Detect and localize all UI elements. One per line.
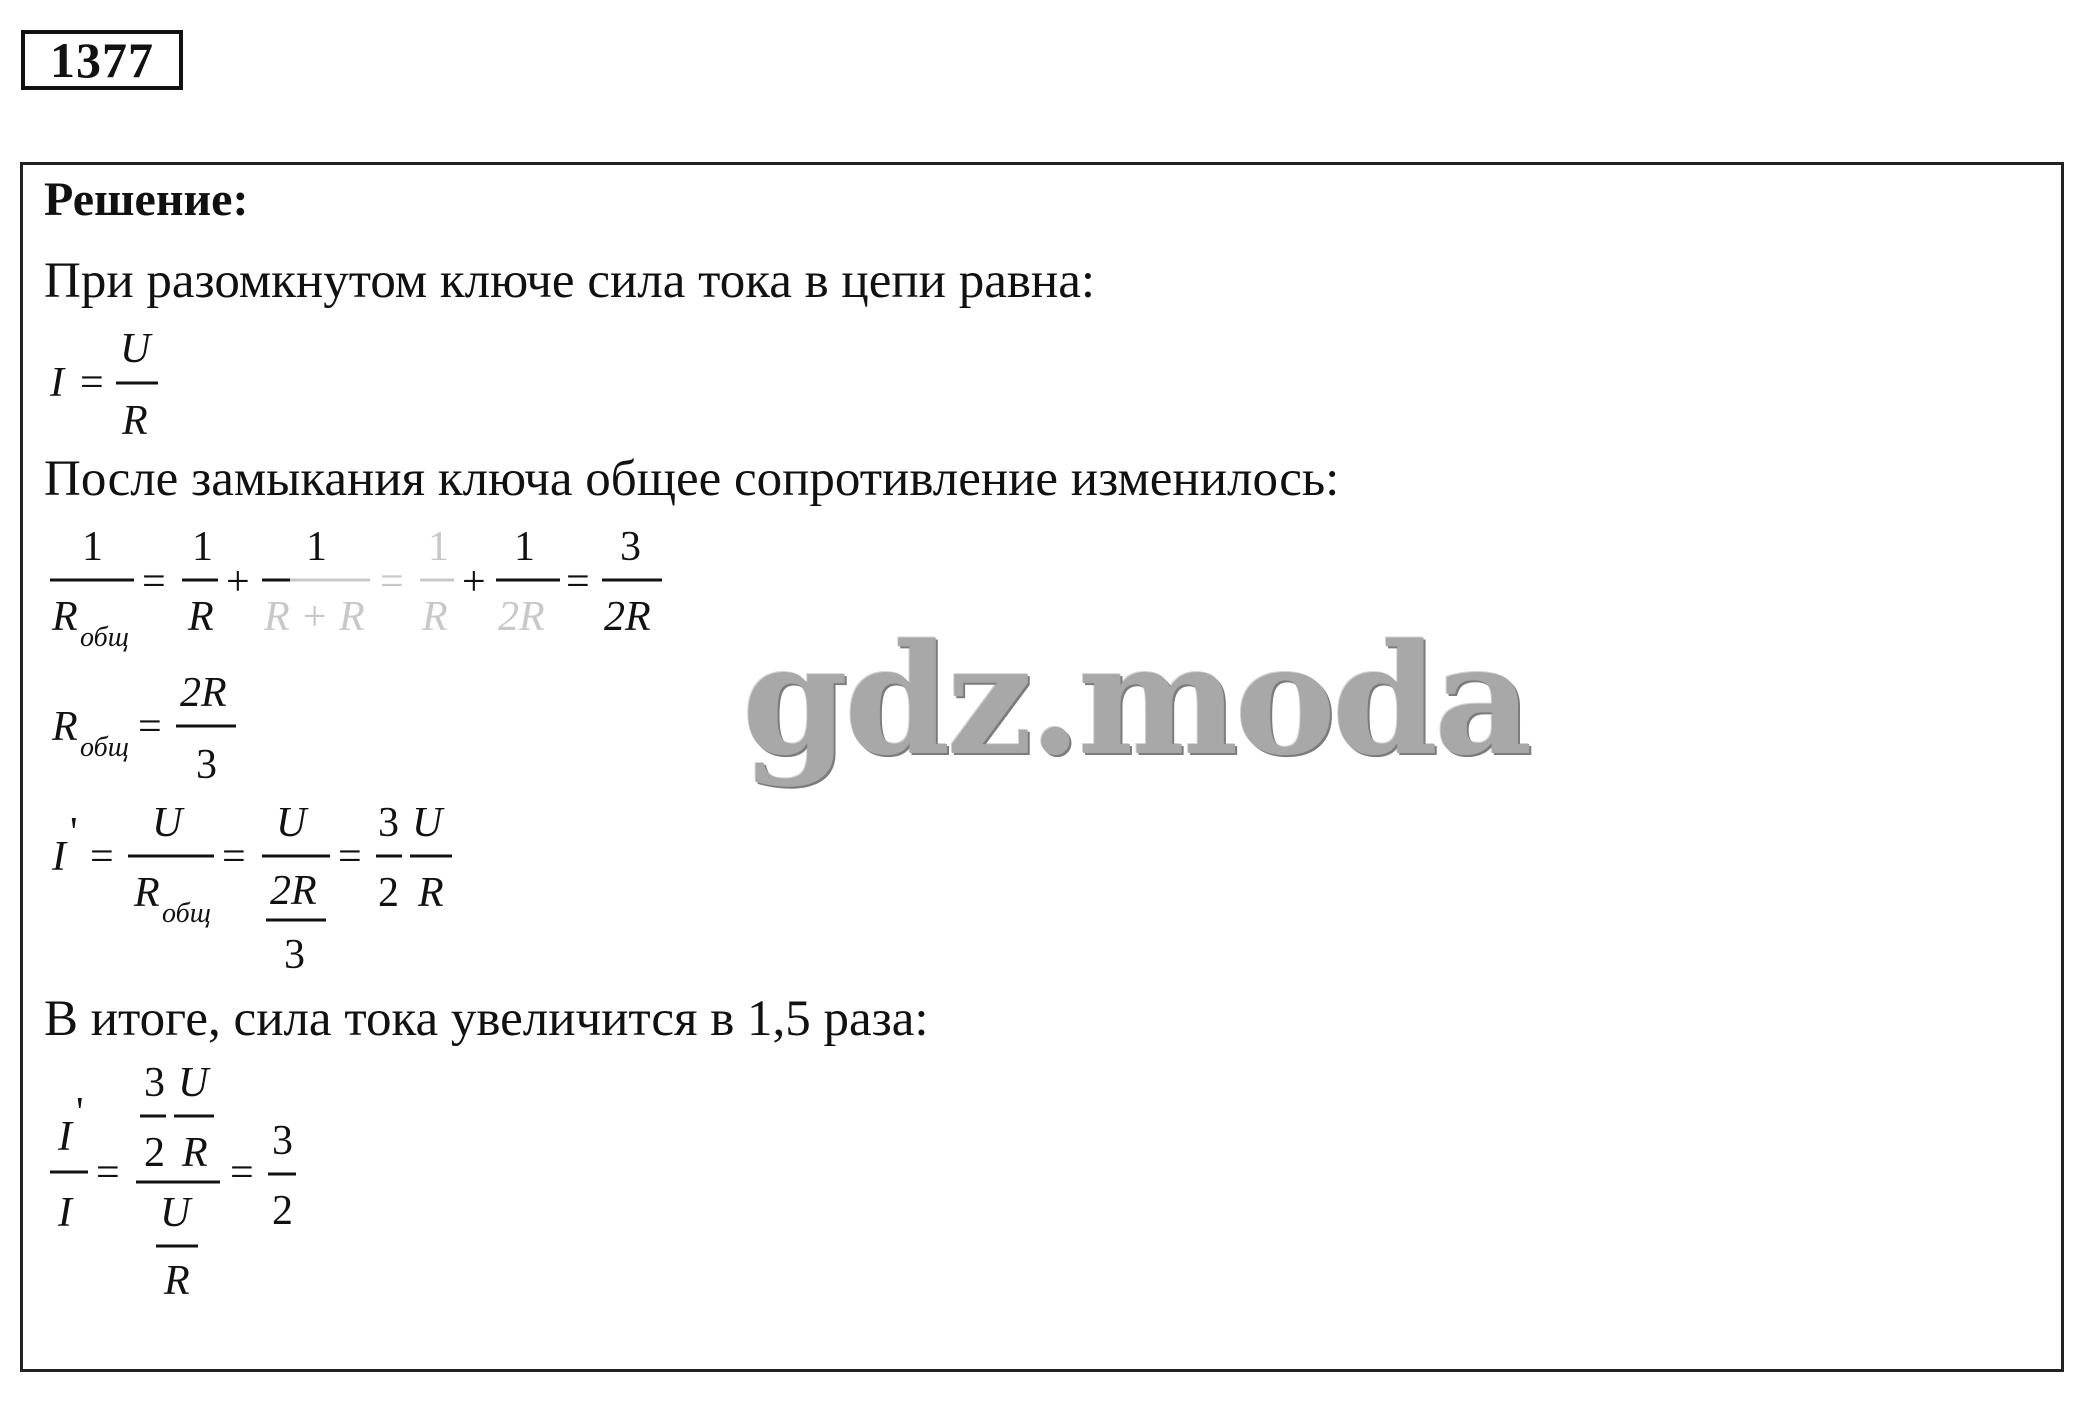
sym-2: 2 xyxy=(378,870,399,916)
sym-prime: ' xyxy=(76,1090,84,1136)
sym-R: R xyxy=(52,704,78,750)
sym-plus: + xyxy=(462,559,486,605)
sym-R: R xyxy=(188,594,214,640)
sym-2R: 2R xyxy=(270,868,317,914)
formula-ohm-law xyxy=(49,326,158,444)
sym-eq: = xyxy=(90,834,114,880)
sym-R-plus-R: R + R xyxy=(264,594,365,640)
sym-eq: = xyxy=(138,704,162,750)
watermark: gdz.moda xyxy=(742,610,1529,789)
formula-ratio xyxy=(50,1060,296,1304)
sym-R: R xyxy=(422,594,448,640)
sym-plus: + xyxy=(226,559,250,605)
sym-R: R xyxy=(418,870,444,916)
sym-I-prime: I xyxy=(58,1114,72,1160)
sym-1: 1 xyxy=(82,524,103,570)
sym-I: I xyxy=(50,360,64,406)
sym-1: 1 xyxy=(514,524,535,570)
sym-R-sub: общ xyxy=(80,732,129,763)
sym-3: 3 xyxy=(144,1060,165,1106)
sym-3: 3 xyxy=(272,1118,293,1164)
sym-3: 3 xyxy=(196,742,217,788)
sym-R-sub: общ xyxy=(80,622,129,653)
sym-U: U xyxy=(178,1060,209,1106)
sym-eq: = xyxy=(222,834,246,880)
formula-total-resistance xyxy=(50,524,662,653)
sym-2: 2 xyxy=(144,1130,165,1176)
sym-U: U xyxy=(152,800,183,846)
sym-I: I xyxy=(58,1190,72,1236)
text-open-key: При разомкнутом ключе сила тока в цепи равна: xyxy=(44,253,1096,309)
sym-2R: 2R xyxy=(604,594,651,640)
solution-heading: Решение: xyxy=(44,173,249,226)
sym-eq: = xyxy=(230,1150,254,1196)
sym-2: 2 xyxy=(272,1188,293,1234)
sym-3: 3 xyxy=(620,524,641,570)
sym-R: R xyxy=(164,1258,190,1304)
sym-R: R xyxy=(122,398,148,444)
sym-2R: 2R xyxy=(180,670,227,716)
sym-eq: = xyxy=(96,1150,120,1196)
sym-prime: ' xyxy=(70,810,78,856)
sym-U: U xyxy=(160,1190,191,1236)
sym-U: U xyxy=(276,800,307,846)
sym-I-prime: I xyxy=(52,834,66,880)
sym-R-sub: общ xyxy=(162,898,211,929)
sym-eq: = xyxy=(566,559,590,605)
sym-R: R xyxy=(182,1130,208,1176)
text-conclusion: В итоге, сила тока увеличится в 1,5 раза: xyxy=(44,991,929,1047)
sym-1: 1 xyxy=(192,524,213,570)
sym-U: U xyxy=(412,800,443,846)
sym-R: R xyxy=(134,870,160,916)
formula-total-r-value xyxy=(51,670,236,788)
sym-eq: = xyxy=(338,834,362,880)
sym-1: 1 xyxy=(428,524,449,570)
sym-eq: = xyxy=(80,360,104,406)
sym-3: 3 xyxy=(284,932,305,978)
problem-number: 1377 xyxy=(21,30,183,90)
sym-R: R xyxy=(52,594,78,640)
formula-new-current xyxy=(51,800,452,978)
sym-3: 3 xyxy=(378,800,399,846)
sym-1: 1 xyxy=(306,524,327,570)
text-closed-key: После замыкания ключа общее сопротивление изменилось: xyxy=(44,451,1340,507)
sym-eq: = xyxy=(380,559,404,605)
sym-U: U xyxy=(120,326,151,372)
sym-2R: 2R xyxy=(498,594,545,640)
sym-eq: = xyxy=(142,559,166,605)
